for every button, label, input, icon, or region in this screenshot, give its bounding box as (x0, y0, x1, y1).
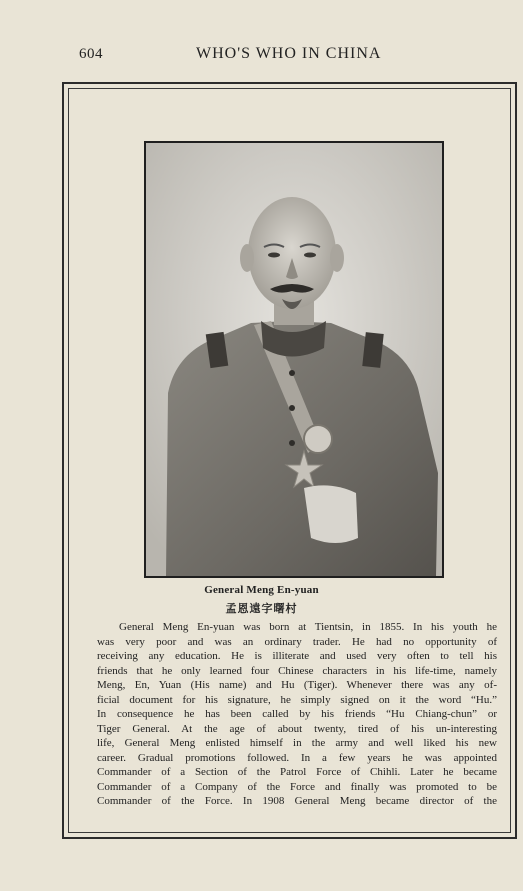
medal (304, 425, 332, 453)
gloved-hand (304, 485, 358, 543)
caption-name: General Meng En-yuan (204, 584, 319, 596)
portrait-photo (144, 141, 444, 578)
uniform-coat (166, 321, 438, 576)
text-line: Commander of a Company of the Force and finally was promoted to be (97, 780, 497, 793)
page-number: 604 (79, 46, 103, 62)
text-line: friends that he only learned four Chinese characters in his life-time, namely (97, 664, 497, 677)
text-line: ficial document for his signature, he simply signed on it the word “Hu.” (97, 693, 497, 706)
text-line: receiving any education. He is illiterate and used very often to tell his (97, 650, 497, 662)
caption-chinese-name: 孟恩遠字曙村 (225, 603, 298, 615)
running-head: WHO'S WHO IN CHINA (196, 45, 382, 62)
text-line: General Meng En-yuan was born at Tientsin, in 1855. In his youth he (119, 621, 497, 633)
text-line: In consequence he has been called by his friends “Hu Chiang-chun” or (97, 708, 497, 720)
text-line: life, General Meng enlisted himself in the army and well liked his new (97, 737, 497, 749)
text-line: Tiger General. At the age of about twenty, tired of his un-interesting (97, 722, 497, 735)
text-line: Commander of a Section of the Patrol Force of Chihli. Later he became (97, 766, 497, 778)
text-line: career. Gradual promotions followed. In a few years he was appointed (97, 751, 497, 764)
head (248, 197, 336, 309)
text-line: Commander of the Force. In 1908 General Meng became director of the (97, 795, 497, 807)
right-epaulette (362, 332, 383, 368)
text-line: was very poor and was an ordinary trader. He had no opportunity of (97, 635, 497, 648)
biography-text (97, 620, 497, 809)
text-line: Meng, En, Yuan (His name) and Hu (Tiger). Whenever there was any of- (97, 679, 497, 691)
